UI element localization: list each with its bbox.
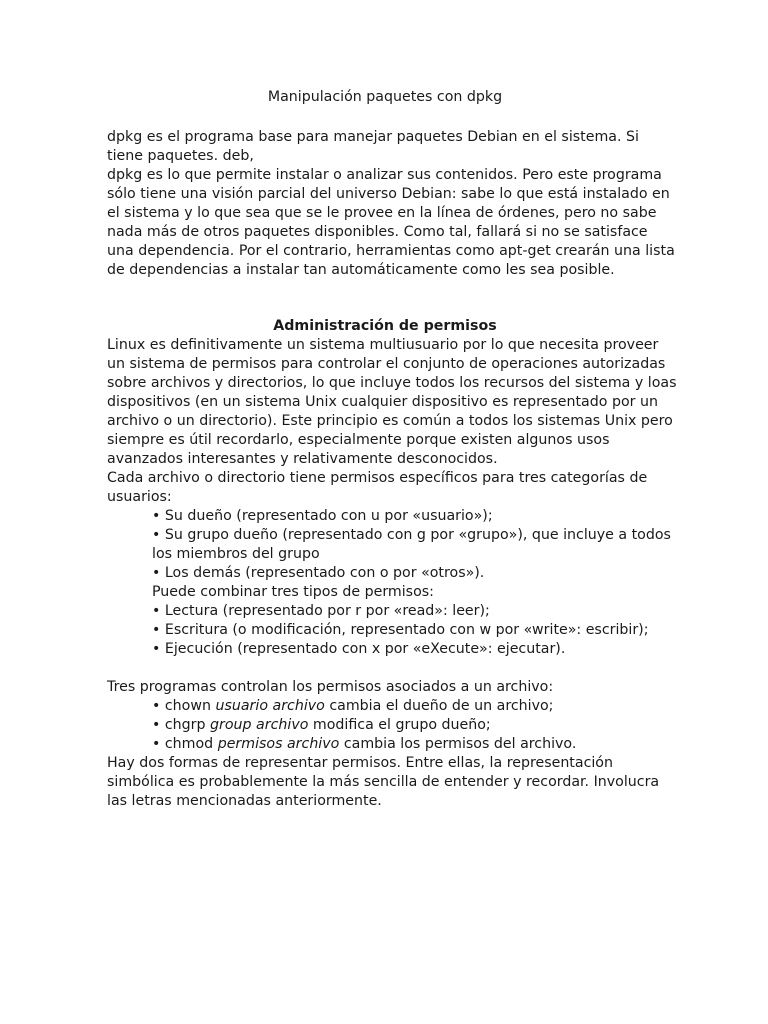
- command-name: • chgrp: [152, 717, 211, 733]
- permissions-paragraph: [107, 336, 677, 507]
- programs-intro: Tres programas controlan los permisos asociados a un archivo:: [107, 679, 554, 695]
- intro-line: de dependencias a instalar tan automáticamente como les sea posible.: [107, 262, 615, 278]
- permissions-line: un sistema de permisos para controlar el conjunto de operaciones autorizadas: [107, 356, 666, 372]
- document-page: [107, 88, 677, 811]
- command-description: cambia el dueño de un archivo;: [324, 698, 554, 714]
- intro-line: una dependencia. Por el contrario, herramientas como apt-get crearán una lista: [107, 243, 675, 259]
- command-name: • chmod: [152, 736, 218, 752]
- permissions-line: archivo o un directorio). Este principio es común a todos los sistemas Unix pero: [107, 413, 673, 429]
- list-item: • Los demás (representado con o por «otros»).: [152, 565, 485, 581]
- intro-line: sólo tiene una visión parcial del universo Debian: sabe lo que está instalado en: [107, 186, 670, 202]
- list-item: • Escritura (o modificación, representado con w por «write»: escribir);: [152, 622, 649, 638]
- section-spacer: [107, 659, 663, 678]
- permissions-line: sobre archivos y directorios, lo que incluye todos los recursos del sistema y loas: [107, 375, 677, 391]
- programs-list: [107, 697, 663, 754]
- permissions-line: siempre es útil recordarlo, especialmente porque existen algunos usos: [107, 432, 610, 448]
- closing-paragraph: [107, 754, 663, 811]
- command-description: cambia los permisos del archivo.: [339, 736, 577, 752]
- permissions-line: Cada archivo o directorio tiene permisos específicos para tres categorías de: [107, 470, 648, 486]
- command-args: usuario archivo: [215, 698, 325, 714]
- intro-line: dpkg es lo que permite instalar o analizar sus contenidos. Pero este programa: [107, 167, 662, 183]
- closing-line: simbólica es probablemente la más sencilla de entender y recordar. Involucra: [107, 774, 660, 790]
- intro-line: nada más de otros paquetes disponibles. Como tal, fallará si no se satisface: [107, 224, 648, 240]
- command-description: modifica el grupo dueño;: [308, 717, 491, 733]
- command-args: group archivo: [210, 717, 309, 733]
- intro-line: el sistema y lo que sea que se le provee en la línea de órdenes, pero no sabe: [107, 205, 657, 221]
- intro-line: dpkg es el programa base para manejar paquetes Debian en el sistema. Si: [107, 129, 639, 145]
- list-item: • Ejecución (representado con x por «eXecute»: ejecutar).: [152, 641, 566, 657]
- document-title: Manipulación paquetes con dpkg: [267, 89, 503, 105]
- categories-list: [107, 507, 671, 659]
- section-heading: Administración de permisos: [273, 318, 497, 334]
- types-intro: Puede combinar tres tipos de permisos:: [152, 584, 434, 600]
- permissions-line: dispositivos (en un sistema Unix cualquier dispositivo es representado por un: [107, 394, 658, 410]
- command-name: • chown: [152, 698, 216, 714]
- list-item: [152, 716, 663, 735]
- list-item: • Su grupo dueño (representado con g por «grupo»), que incluye a todos: [152, 527, 671, 543]
- permissions-line: usuarios:: [107, 489, 172, 505]
- intro-line: tiene paquetes. deb,: [107, 148, 254, 164]
- list-item: [152, 735, 663, 754]
- list-item: • Su dueño (representado con u por «usuario»);: [152, 508, 493, 524]
- closing-line: Hay dos formas de representar permisos. Entre ellas, la representación: [107, 755, 613, 771]
- list-item: los miembros del grupo: [152, 546, 320, 562]
- intro-paragraph: [107, 128, 675, 280]
- list-item: [152, 697, 663, 716]
- permissions-line: avanzados interesantes y relativamente desconocidos.: [107, 451, 498, 467]
- permissions-line: Linux es definitivamente un sistema multiusuario por lo que necesita proveer: [107, 337, 659, 353]
- closing-line: las letras mencionadas anteriormente.: [107, 793, 382, 809]
- list-item: • Lectura (representado por r por «read»: leer);: [152, 603, 490, 619]
- command-args: permisos archivo: [217, 736, 340, 752]
- section-spacer: [107, 280, 663, 317]
